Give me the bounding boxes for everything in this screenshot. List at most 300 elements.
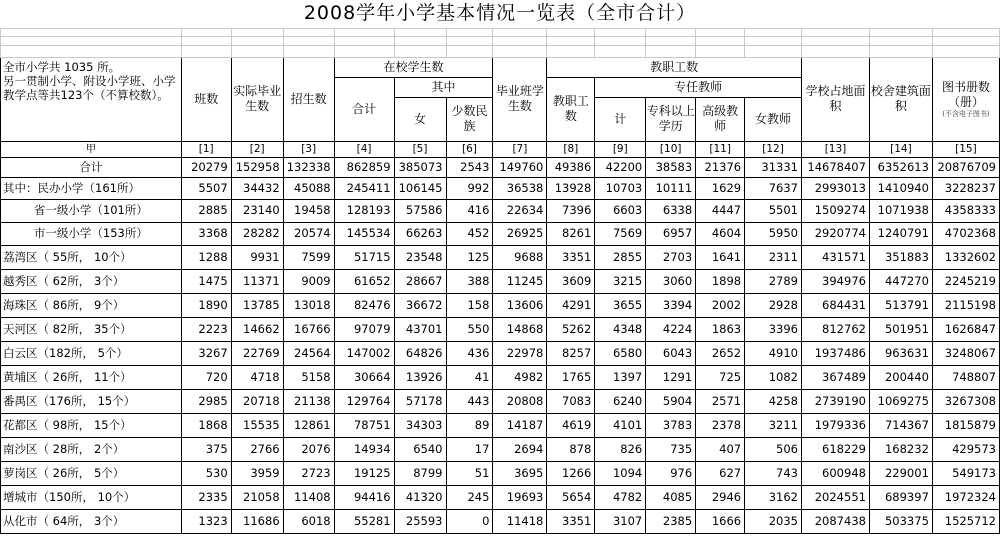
column-index: [3]	[283, 141, 334, 157]
table-row	[1, 509, 1000, 533]
table-row	[1, 317, 1000, 341]
table-cell: 2855	[595, 245, 646, 269]
table-cell: 1868	[181, 413, 231, 437]
table-cell: 8799	[394, 461, 446, 485]
table-cell: 3228237	[932, 177, 999, 199]
table-cell: 862859	[334, 157, 394, 177]
col-teachers-total-header: 计	[595, 97, 646, 141]
table-cell: 618229	[802, 437, 870, 461]
table-cell: 129764	[334, 389, 394, 413]
table-cell: 2885	[181, 199, 231, 222]
table-row	[1, 177, 1000, 199]
table-cell: 19458	[283, 199, 334, 222]
table-cell: 4358333	[932, 199, 999, 222]
table-cell: 22769	[231, 341, 283, 365]
col-classes-header: 班数	[181, 57, 231, 141]
table-cell: 447270	[869, 269, 932, 293]
table-cell: 23548	[394, 245, 446, 269]
column-index: [7]	[493, 141, 547, 157]
table-cell: 1979336	[802, 413, 870, 437]
row-label: 越秀区（ 62所， 3个）	[1, 269, 182, 293]
table-cell: 503375	[869, 509, 932, 533]
table-cell: 78751	[334, 413, 394, 437]
table-cell: 12861	[283, 413, 334, 437]
table-cell: 2223	[181, 317, 231, 341]
table-cell: 375	[181, 437, 231, 461]
table-cell: 2076	[283, 437, 334, 461]
table-cell: 14934	[334, 437, 394, 461]
table-cell: 30664	[334, 365, 394, 389]
table-cell: 125	[446, 245, 493, 269]
col-campus-area-header: 学校占地面积	[802, 57, 870, 141]
table-cell: 2739190	[802, 389, 870, 413]
table-cell: 51715	[334, 245, 394, 269]
table-cell: 1863	[696, 317, 745, 341]
col-students-total-header: 合计	[334, 77, 394, 141]
table-cell: 13785	[231, 293, 283, 317]
table-cell: 19693	[493, 485, 547, 509]
table-cell: 200440	[869, 365, 932, 389]
table-cell: 14187	[493, 413, 547, 437]
table-cell: 2571	[696, 389, 745, 413]
table-cell: 11371	[231, 269, 283, 293]
table-cell: 2928	[745, 293, 802, 317]
column-index: [14]	[869, 141, 932, 157]
row-label: 荔湾区（ 55所， 10个）	[1, 245, 182, 269]
table-cell: 8257	[547, 341, 595, 365]
table-cell: 9009	[283, 269, 334, 293]
table-cell: 4348	[595, 317, 646, 341]
table-cell: 1410940	[869, 177, 932, 199]
table-cell: 4604	[696, 222, 745, 245]
col-female-teachers-header: 女教师	[745, 97, 802, 141]
table-cell: 826	[595, 437, 646, 461]
table-cell: 1397	[595, 365, 646, 389]
table-cell: 2652	[696, 341, 745, 365]
table-cell: 3695	[493, 461, 547, 485]
table-cell: 1765	[547, 365, 595, 389]
table-cell: 11245	[493, 269, 547, 293]
table-cell: 6603	[595, 199, 646, 222]
col-enrolled-header: 招生数	[283, 57, 334, 141]
table-cell: 6240	[595, 389, 646, 413]
table-cell: 5501	[745, 199, 802, 222]
table-cell: 725	[696, 365, 745, 389]
table-row	[1, 413, 1000, 437]
table-cell: 3655	[595, 293, 646, 317]
table-cell: 3351	[547, 509, 595, 533]
table-row	[1, 485, 1000, 509]
table-cell: 878	[547, 437, 595, 461]
table-cell: 4101	[595, 413, 646, 437]
table-cell: 3267	[181, 341, 231, 365]
table-cell: 4447	[696, 199, 745, 222]
table-cell: 4782	[595, 485, 646, 509]
table-cell: 9931	[231, 245, 283, 269]
table-cell: 97079	[334, 317, 394, 341]
desc-line-2: 另一贯制小学、附设小学班、小学教学点等共123个（不算校数）。	[3, 73, 176, 102]
row-label: 白云区（182所， 5个）	[1, 341, 182, 365]
table-cell: 25593	[394, 509, 446, 533]
table-cell: 1266	[547, 461, 595, 485]
table-cell: 506	[745, 437, 802, 461]
table-cell: 1071938	[869, 199, 932, 222]
table-cell: 5262	[547, 317, 595, 341]
table-cell: 436	[446, 341, 493, 365]
table-cell: 1626847	[932, 317, 999, 341]
table-cell: 549173	[932, 461, 999, 485]
table-cell: 2245219	[932, 269, 999, 293]
table-cell: 6338	[646, 199, 696, 222]
column-index: [15]	[932, 141, 999, 157]
page-title: 2008学年小学基本情况一览表（全市合计）	[303, 2, 697, 25]
col-female-header: 女	[394, 97, 446, 141]
table-cell: 132338	[283, 157, 334, 177]
table-cell: 9688	[493, 245, 547, 269]
table-cell: 2035	[745, 509, 802, 533]
table-cell: 1291	[646, 365, 696, 389]
table-cell: 11686	[231, 509, 283, 533]
table-cell: 94416	[334, 485, 394, 509]
table-cell: 3368	[181, 222, 231, 245]
table-cell: 513791	[869, 293, 932, 317]
table-cell: 5904	[646, 389, 696, 413]
table-cell: 2378	[696, 413, 745, 437]
table-cell: 2543	[446, 157, 493, 177]
table-cell: 38583	[646, 157, 696, 177]
table-cell: 2694	[493, 437, 547, 461]
table-row	[1, 365, 1000, 389]
column-index: [11]	[696, 141, 745, 157]
table-cell: 8261	[547, 222, 595, 245]
desc-line-1: 全市小学共 1035 所。	[3, 59, 121, 74]
table-cell: 1332602	[932, 245, 999, 269]
books-note: (不含电子图书)	[942, 109, 990, 118]
table-cell: 3609	[547, 269, 595, 293]
table-cell: 31331	[745, 157, 802, 177]
column-index: [1]	[181, 141, 231, 157]
table-cell: 1890	[181, 293, 231, 317]
table-cell: 4258	[745, 389, 802, 413]
table-cell: 20876709	[932, 157, 999, 177]
table-cell: 14868	[493, 317, 547, 341]
col-senior-header: 高级教师	[696, 97, 745, 141]
col-college-header: 专科以上学历	[646, 97, 696, 141]
table-cell: 3162	[745, 485, 802, 509]
table-row	[1, 157, 1000, 177]
table-cell: 2766	[231, 437, 283, 461]
table-cell: 550	[446, 317, 493, 341]
table-cell: 4619	[547, 413, 595, 437]
table-cell: 1641	[696, 245, 745, 269]
table-cell: 0	[446, 509, 493, 533]
table-cell: 36672	[394, 293, 446, 317]
table-cell: 66263	[394, 222, 446, 245]
table-cell: 43701	[394, 317, 446, 341]
table-cell: 7599	[283, 245, 334, 269]
table-cell: 6043	[646, 341, 696, 365]
staff-group-header: 教职工数	[547, 57, 802, 77]
table-cell: 14678407	[802, 157, 870, 177]
table-cell: 14662	[231, 317, 283, 341]
table-cell: 600948	[802, 461, 870, 485]
col-books-header	[932, 57, 999, 141]
table-cell: 1509274	[802, 199, 870, 222]
table-cell: 2993013	[802, 177, 870, 199]
row-label: 从化市（ 64所， 3个）	[1, 509, 182, 533]
table-cell: 416	[446, 199, 493, 222]
table-cell: 152958	[231, 157, 283, 177]
col-building-area-header: 校舍建筑面积	[869, 57, 932, 141]
row-label: 海珠区（ 86所， 9个）	[1, 293, 182, 317]
table-cell: 20808	[493, 389, 547, 413]
table-cell: 6957	[646, 222, 696, 245]
table-cell: 41	[446, 365, 493, 389]
table-cell: 1629	[696, 177, 745, 199]
table-cell: 748807	[932, 365, 999, 389]
table-cell: 23140	[231, 199, 283, 222]
table-cell: 714367	[869, 413, 932, 437]
table-cell: 34432	[231, 177, 283, 199]
table-cell: 1094	[595, 461, 646, 485]
table-cell: 1082	[745, 365, 802, 389]
column-index: [4]	[334, 141, 394, 157]
table-cell: 4702368	[932, 222, 999, 245]
table-row	[1, 199, 1000, 222]
table-cell: 55281	[334, 509, 394, 533]
table-cell: 2087438	[802, 509, 870, 533]
table-cell: 3959	[231, 461, 283, 485]
table-cell: 1240791	[869, 222, 932, 245]
table-cell: 7083	[547, 389, 595, 413]
table-row	[1, 389, 1000, 413]
table-cell: 2946	[696, 485, 745, 509]
table-cell: 7569	[595, 222, 646, 245]
table-cell: 3396	[745, 317, 802, 341]
table-cell: 34303	[394, 413, 446, 437]
table-cell: 4718	[231, 365, 283, 389]
table-cell: 28667	[394, 269, 446, 293]
table-cell: 22634	[493, 199, 547, 222]
table-cell: 7396	[547, 199, 595, 222]
table-cell: 82476	[334, 293, 394, 317]
table-row	[1, 461, 1000, 485]
table-cell: 4982	[493, 365, 547, 389]
index-label: 甲	[1, 141, 182, 157]
table-cell: 10111	[646, 177, 696, 199]
table-cell: 743	[745, 461, 802, 485]
table-cell: 21376	[696, 157, 745, 177]
table-cell: 21138	[283, 389, 334, 413]
row-label: 增城市（150所， 10个）	[1, 485, 182, 509]
table-cell: 145534	[334, 222, 394, 245]
students-group-header: 在校学生数	[334, 57, 493, 77]
table-cell: 2703	[646, 245, 696, 269]
table-cell: 6352613	[869, 157, 932, 177]
row-label: 黄埔区（ 26所， 11个）	[1, 365, 182, 389]
table-cell: 42200	[595, 157, 646, 177]
table-cell: 22978	[493, 341, 547, 365]
table-cell: 812762	[802, 317, 870, 341]
table-cell: 2115198	[932, 293, 999, 317]
table-cell: 15535	[231, 413, 283, 437]
table-cell: 976	[646, 461, 696, 485]
table-cell: 36538	[493, 177, 547, 199]
table-cell: 3211	[745, 413, 802, 437]
col-staff-header: 教职工数	[547, 77, 595, 141]
table-cell: 245411	[334, 177, 394, 199]
table-cell: 689397	[869, 485, 932, 509]
table-cell: 6018	[283, 509, 334, 533]
table-cell: 5950	[745, 222, 802, 245]
table-cell: 3248067	[932, 341, 999, 365]
table-cell: 429573	[932, 437, 999, 461]
table-cell: 147002	[334, 341, 394, 365]
table-cell: 3267308	[932, 389, 999, 413]
table-row	[1, 245, 1000, 269]
table-cell: 407	[696, 437, 745, 461]
table-cell: 501951	[869, 317, 932, 341]
table-cell: 394976	[802, 269, 870, 293]
table-cell: 388	[446, 269, 493, 293]
table-cell: 13928	[547, 177, 595, 199]
table-cell: 7637	[745, 177, 802, 199]
table-cell: 28282	[231, 222, 283, 245]
row-label: 萝岗区（ 26所， 5个）	[1, 461, 182, 485]
row-label: 市一级小学（153所）	[1, 222, 182, 245]
column-index: [10]	[646, 141, 696, 157]
table-cell: 1666	[696, 509, 745, 533]
teachers-group-header: 专任教师	[595, 77, 802, 97]
table-cell: 51	[446, 461, 493, 485]
table-cell: 6540	[394, 437, 446, 461]
column-index: [5]	[394, 141, 446, 157]
table-cell: 2311	[745, 245, 802, 269]
table-cell: 17	[446, 437, 493, 461]
table-cell: 1898	[696, 269, 745, 293]
table-cell: 431571	[802, 245, 870, 269]
table-cell: 229001	[869, 461, 932, 485]
table-cell: 4224	[646, 317, 696, 341]
index-row	[1, 141, 1000, 157]
books-label: 图书册数（册）	[941, 79, 990, 109]
table-cell: 3783	[646, 413, 696, 437]
summary-description	[1, 57, 182, 141]
table-cell: 4291	[547, 293, 595, 317]
table-cell: 128193	[334, 199, 394, 222]
table-cell: 19125	[334, 461, 394, 485]
table-cell: 3351	[547, 245, 595, 269]
table-cell: 26925	[493, 222, 547, 245]
column-index: [12]	[745, 141, 802, 157]
of-which-header: 其中	[394, 77, 493, 97]
table-cell: 992	[446, 177, 493, 199]
col-grad-class-header: 毕业班学生数	[493, 57, 547, 141]
table-cell: 21058	[231, 485, 283, 509]
table-cell: 49386	[547, 157, 595, 177]
table-cell: 2335	[181, 485, 231, 509]
row-label: 合计	[1, 157, 182, 177]
table-cell: 735	[646, 437, 696, 461]
table-cell: 13018	[283, 293, 334, 317]
row-label: 其中：民办小学（161所）	[1, 177, 182, 199]
table-cell: 158	[446, 293, 493, 317]
table-cell: 1972324	[932, 485, 999, 509]
table-cell: 2723	[283, 461, 334, 485]
table-cell: 3107	[595, 509, 646, 533]
table-cell: 2002	[696, 293, 745, 317]
table-cell: 6580	[595, 341, 646, 365]
table-cell: 2985	[181, 389, 231, 413]
table-cell: 24564	[283, 341, 334, 365]
table-cell: 3394	[646, 293, 696, 317]
table-cell: 367489	[802, 365, 870, 389]
table-cell: 2385	[646, 509, 696, 533]
table-cell: 4910	[745, 341, 802, 365]
table-cell: 89	[446, 413, 493, 437]
table-cell: 11418	[493, 509, 547, 533]
table-cell: 41320	[394, 485, 446, 509]
table-cell: 2024551	[802, 485, 870, 509]
column-index: [8]	[547, 141, 595, 157]
column-index: [13]	[802, 141, 870, 157]
table-cell: 2789	[745, 269, 802, 293]
table-cell: 1937486	[802, 341, 870, 365]
table-cell: 20574	[283, 222, 334, 245]
table-cell: 16766	[283, 317, 334, 341]
column-index: [2]	[231, 141, 283, 157]
table-cell: 1288	[181, 245, 231, 269]
row-label: 番禺区（176所， 15个）	[1, 389, 182, 413]
table-cell: 20718	[231, 389, 283, 413]
table-cell: 3060	[646, 269, 696, 293]
table-cell: 4085	[646, 485, 696, 509]
table-cell: 351883	[869, 245, 932, 269]
row-label: 省一级小学（101所）	[1, 199, 182, 222]
table-row	[1, 269, 1000, 293]
table-cell: 11408	[283, 485, 334, 509]
table-cell: 45088	[283, 177, 334, 199]
table-cell: 106145	[394, 177, 446, 199]
table-cell: 1323	[181, 509, 231, 533]
column-index: [6]	[446, 141, 493, 157]
table-cell: 10703	[595, 177, 646, 199]
table-cell: 385073	[394, 157, 446, 177]
table-cell: 149760	[493, 157, 547, 177]
table-cell: 1815879	[932, 413, 999, 437]
table-cell: 684431	[802, 293, 870, 317]
table-cell: 2920774	[802, 222, 870, 245]
table-cell: 13926	[394, 365, 446, 389]
table-cell: 57178	[394, 389, 446, 413]
table-cell: 530	[181, 461, 231, 485]
table-cell: 5507	[181, 177, 231, 199]
table-cell: 3215	[595, 269, 646, 293]
table-cell: 443	[446, 389, 493, 413]
table-cell: 20279	[181, 157, 231, 177]
row-label: 花都区（ 98所， 15个）	[1, 413, 182, 437]
table-cell: 1069275	[869, 389, 932, 413]
table-cell: 5654	[547, 485, 595, 509]
table-cell: 245	[446, 485, 493, 509]
table-cell: 168232	[869, 437, 932, 461]
col-minority-header: 少数民族	[446, 97, 493, 141]
table-cell: 452	[446, 222, 493, 245]
table-cell: 61652	[334, 269, 394, 293]
table-cell: 64826	[394, 341, 446, 365]
table-cell: 963631	[869, 341, 932, 365]
table-cell: 1475	[181, 269, 231, 293]
